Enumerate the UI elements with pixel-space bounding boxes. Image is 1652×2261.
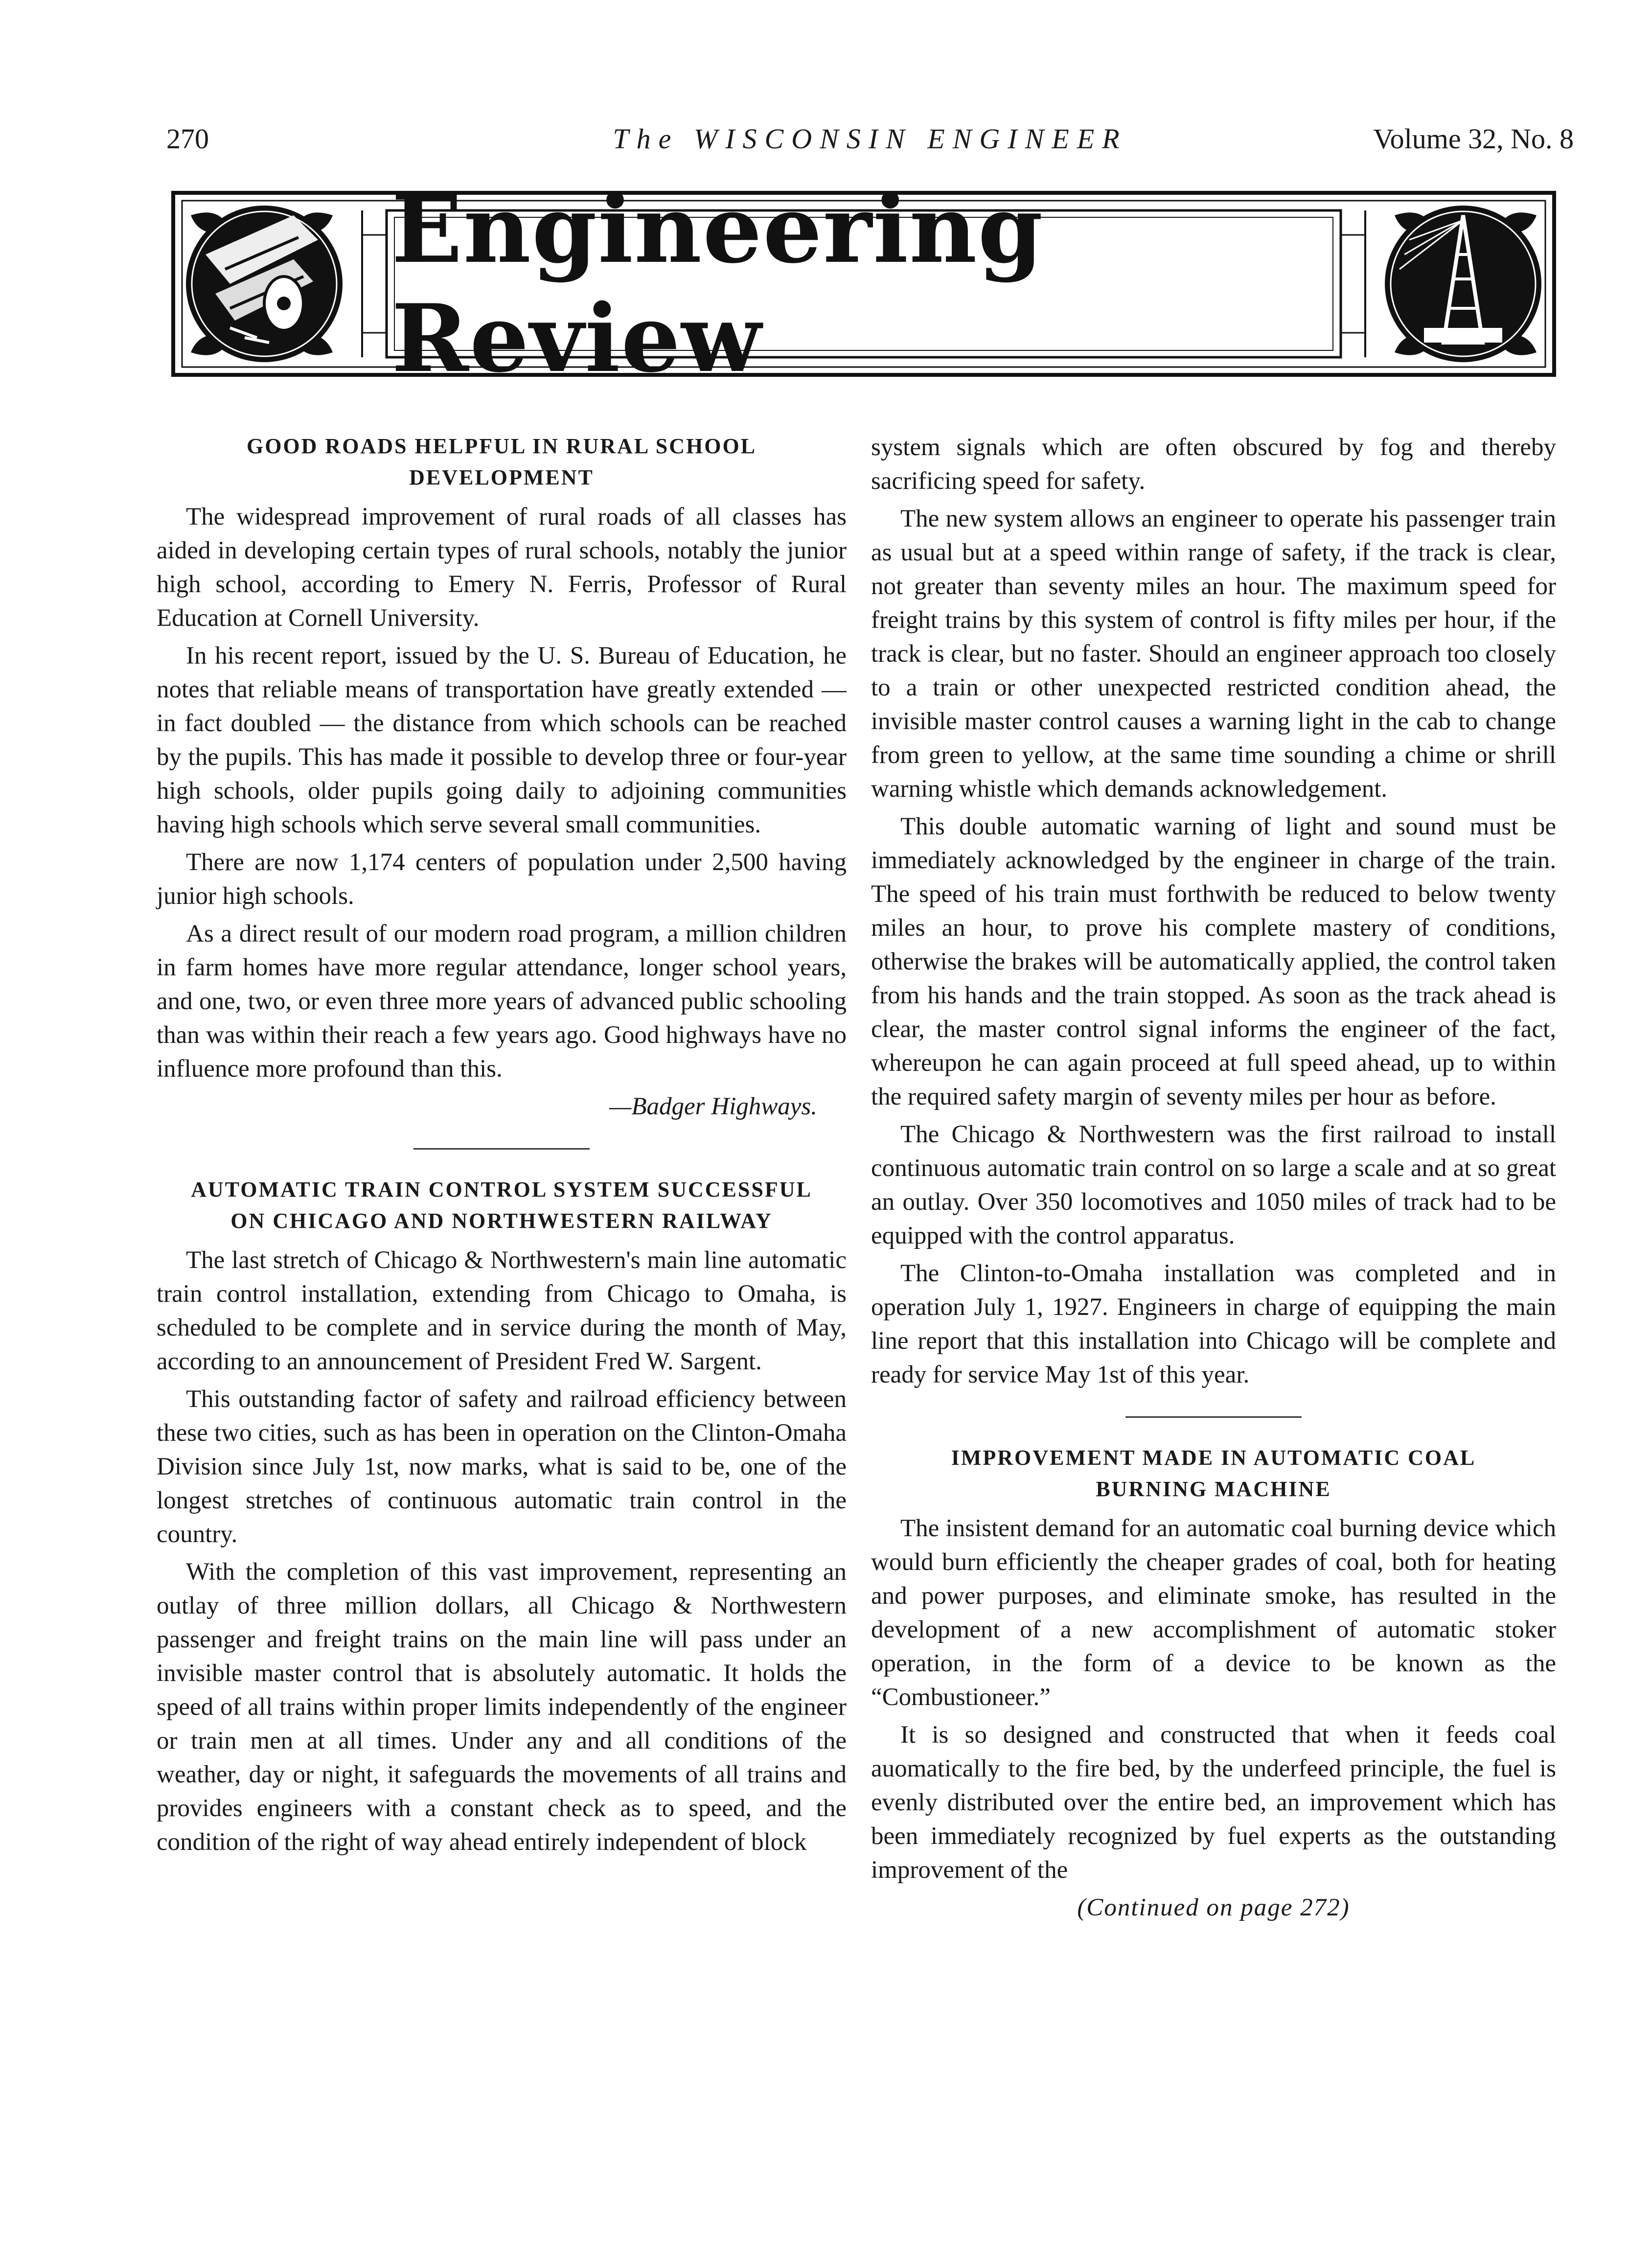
section-divider — [1125, 1416, 1302, 1418]
article-paragraph: With the completion of this vast improvement, representing an outlay of three million dollars, all Chicago & Northwestern passenger and freight trains on the main line will pass under an invisible master control that is absolutely automatic. It holds the speed of all trains within proper limits independently of the engineer or train men at all times. Under any and all conditions of the weather, day or night, it safeguards the movements of all trains and provides engineers with a constant check as to speed, and the condition of the right of way ahead entirely independent of block — [157, 1558, 847, 1856]
article-paragraph: This double automatic warning of light and sound must be immediately acknowledged by the engineer in charge of the train. The speed of his train must forthwith be reduced to below twenty miles an hour, to prove his complete mastery of conditions, otherwise the brakes will be automatically applied, the control taken from his hands and the train stopped. As soon as the track ahead is clear, the master control signal informs the engineer of the fact, whereupon he can again proceed at full speed ahead, up to within the required safety margin of seventy miles per hour as before. — [871, 813, 1556, 1110]
article-source: —Badger Highways. — [609, 1093, 817, 1120]
article-paragraph: As a direct result of our modern road program, a million children in farm homes have more regular attendance, longer school years, and one, two, or even three more years of advanced public schooling than was within their reach a few years ago. Good highways have no influence more profound than this. — [157, 920, 847, 1083]
article-heading: GOOD ROADS HELPFUL IN RURAL SCHOOL DEVELOPMENT — [246, 434, 757, 489]
article-paragraph: The Clinton-to-Omaha installation was completed and in operation July 1, 1927. Engineers in charge of equipping the main line report that this installation into Chicago will be complete and ready for service May 1st of this year. — [871, 1260, 1556, 1388]
airplane-icon — [186, 206, 343, 362]
radio-tower-icon — [1385, 206, 1541, 362]
journal-title: The WISCONSIN ENGINEER — [613, 123, 1127, 155]
article-paragraph: The insistent demand for an automatic coal burning device which would burn efficiently the cheaper grades of coal, both for heating and power purposes, and eliminate smoke, has resulted in the development of a new accomplishment of automatic stoker operation, in the form of a device to be known as the “Combustioneer.” — [871, 1515, 1556, 1711]
section-divider — [413, 1148, 590, 1150]
article-paragraph: The new system allows an engineer to operate his passenger train as usual but at a speed within range of safety, if the track is clear, not greater than seventy miles an hour. The maximum speed for freight trains by this system of control is fifty miles per hour, if the track is clear, but no faster. Should an engineer approach too closely to a train or other unexpected restricted condition ahead, the invisible master control causes a warning light in the cab to change from green to yellow, at the same time sounding a chime or shrill warning whistle which demands acknowledgement. — [871, 505, 1556, 803]
section-banner — [171, 175, 1556, 393]
continued-note: (Continued on page 272) — [1077, 1894, 1350, 1921]
left-column — [157, 431, 847, 1863]
banner-title: Engineering Review — [391, 175, 1044, 393]
page-number: 270 — [166, 123, 209, 155]
article-paragraph: It is so designed and constructed that when it feeds coal auomatically to the fire bed, by the underfeed principle, the fuel is evenly distributed over the entire bed, an improvement which has been immediately recognized by fuel experts as the outstanding improvement of the — [871, 1721, 1556, 1884]
right-column — [871, 431, 1556, 1925]
article-heading: IMPROVEMENT MADE IN AUTOMATIC COAL BURNING MACHINE — [951, 1446, 1476, 1501]
running-header — [166, 122, 1574, 166]
article-heading: AUTOMATIC TRAIN CONTROL SYSTEM SUCCESSFUL ON CHICAGO AND NORTHWESTERN RAILWAY — [191, 1177, 812, 1233]
article-paragraph: This outstanding factor of safety and railroad efficiency between these two cities, such as has been in operation on the Clinton-Omaha Division since July 1st, now marks, what is said to be, one of the longest stretches of continuous automatic train control in the country. — [157, 1385, 847, 1548]
article-paragraph: The widespread improvement of rural roads of all classes has aided in developing certain types of rural schools, notably the junior high school, according to Emery N. Ferris, Professor of Rural Education at Cornell University. — [157, 503, 847, 632]
volume-issue: Volume 32, No. 8 — [1373, 123, 1574, 155]
article-paragraph: system signals which are often obscured by fog and thereby sacrificing speed for safety. — [871, 434, 1556, 495]
article-paragraph: The last stretch of Chicago & Northwestern's main line automatic train control installation, extending from Chicago to Omaha, is scheduled to be complete and in service during the month of May, according to an announcement of President Fred W. Sargent. — [157, 1246, 847, 1375]
article-paragraph: In his recent report, issued by the U. S. Bureau of Education, he notes that reliable means of transportation have greatly extended — in fact doubled — the distance from which schools can be reached by the pupils. This has made it possible to develop three or four-year high schools, older pupils going daily to adjoining communities having high schools which serve several small communities. — [157, 642, 847, 838]
article-paragraph: The Chicago & Northwestern was the first railroad to install continuous automatic train control on so large a scale and at so great an outlay. Over 350 locomotives and 1050 miles of track had to be equipped with the control apparatus. — [871, 1121, 1556, 1249]
article-paragraph: There are now 1,174 centers of population under 2,500 having junior high schools. — [157, 849, 847, 910]
